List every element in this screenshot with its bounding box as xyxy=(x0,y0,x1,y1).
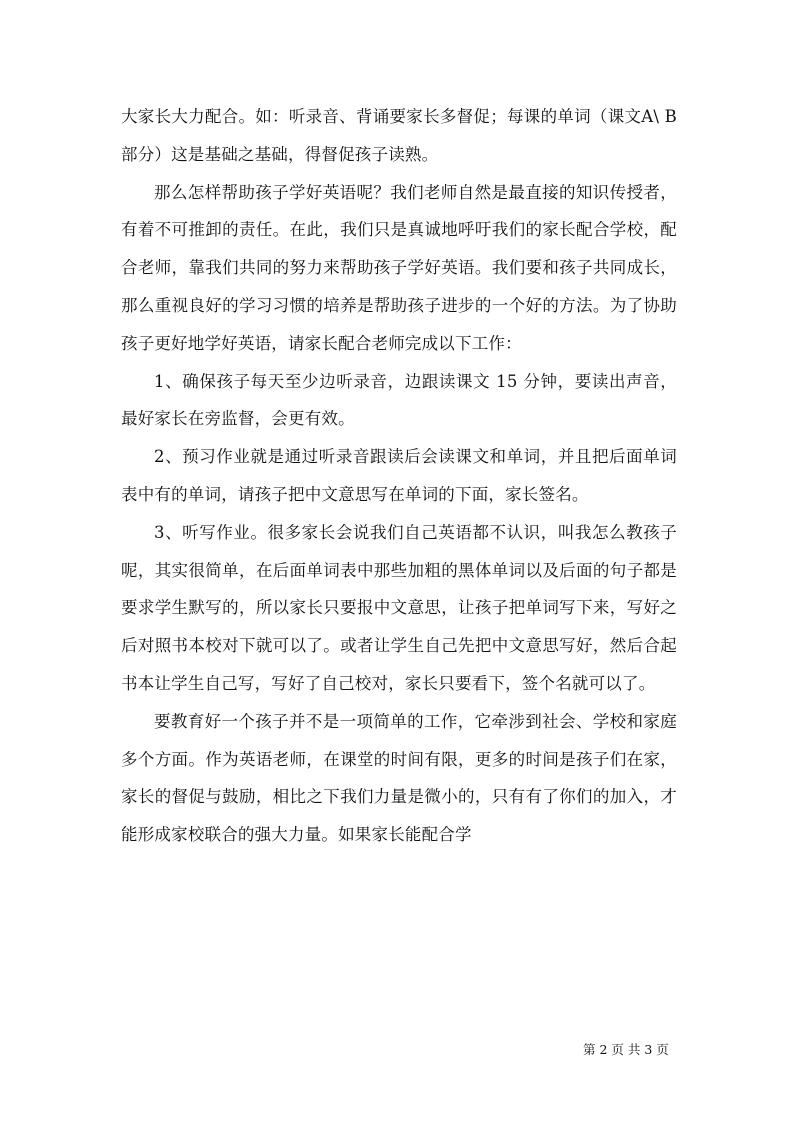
document-body xyxy=(121,98,677,854)
list-item-paragraph: 1、确保孩子每天至少边听录音，边跟读课文 15 分钟，要读出声音，最好家长在旁监督，会更有效。 xyxy=(121,371,677,429)
page-number-footer: 第 2 页 共 3 页 xyxy=(583,1042,669,1057)
body-paragraph: 要教育好一个孩子并不是一项简单的工作，它牵涉到社会、学校和家庭多个方面。作为英语老师，在课堂的时间有限，更多的时间是孩子们在家，家长的督促与鼓励，相比之下我们力量是微小的，只有有了你们的加入，才能形成家校联合的强大力量。如果家长能配合学 xyxy=(121,711,677,845)
list-item-paragraph: 2、预习作业就是通过听录音跟读后会读课文和单词，并且把后面单词表中有的单词，请孩子把中文意思写在单词的下面，家长签名。 xyxy=(121,447,677,504)
list-item-paragraph: 3、听写作业。很多家长会说我们自己英语都不认识，叫我怎么教孩子呢，其实很简单，在后面单词表中那些加粗的黑体单词以及后面的句子都是要求学生默写的，所以家长只要报中文意思，让孩子把单词写下来，写好之后对照书本校对下就可以了。或者让学生自己先把中文意思写好，然后合起书本让学生自己写，写好了自己校对，家长只要看下，签个名就可以了。 xyxy=(121,522,677,693)
body-paragraph: 大家长大力配合。如：听录音、背诵要家长多督促；每课的单词（课文A\ B部分）这是基础之基础，得督促孩子读熟。 xyxy=(121,107,677,164)
body-paragraph: 那么怎样帮助孩子学好英语呢？我们老师自然是最直接的知识传授者，有着不可推卸的责任。在此，我们只是真诚地呼吁我们的家长配合学校，配合老师，靠我们共同的努力来帮助孩子学好英语。我们要和孩子共同成长，那么重视良好的学习习惯的培养是帮助孩子进步的一个好的方法。为了协助孩子更好地学好英语，请家长配合老师完成以下工作： xyxy=(121,182,677,353)
